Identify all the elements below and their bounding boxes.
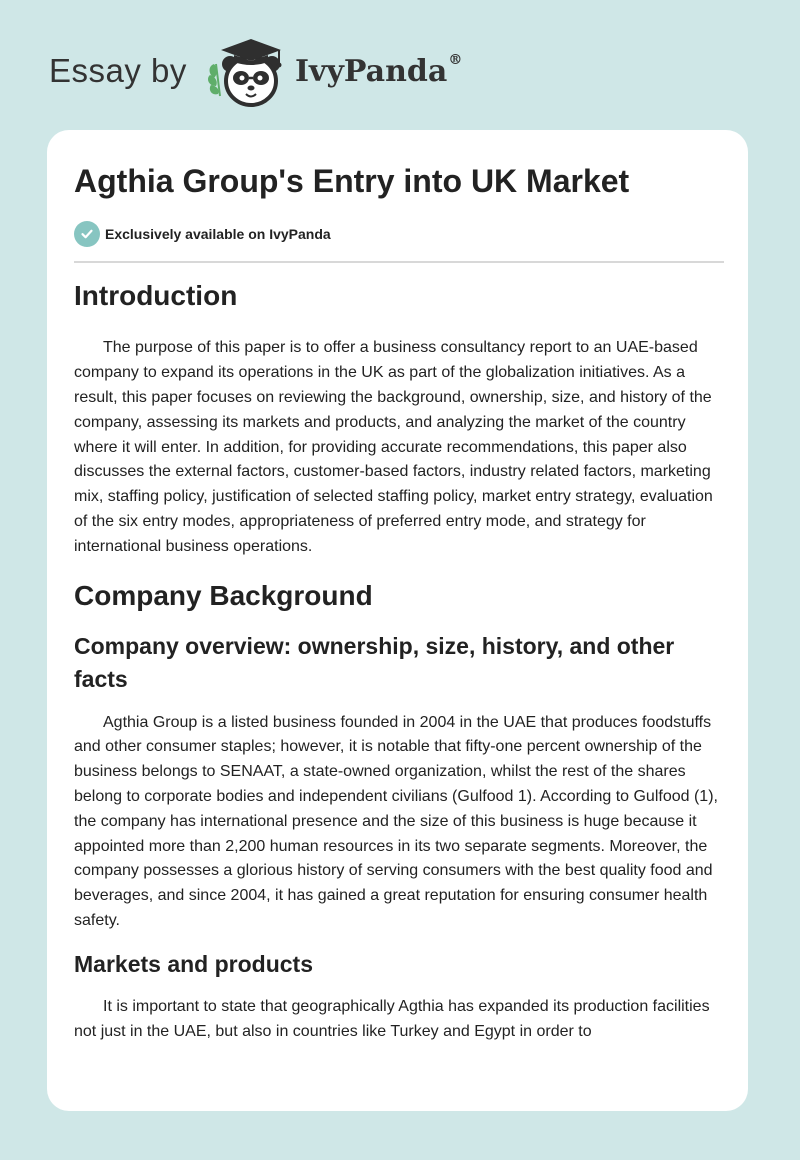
exclusive-label: Exclusively available on IvyPanda: [105, 226, 331, 242]
subsection-heading-markets: Markets and products: [74, 950, 313, 977]
paragraph-markets: It is important to state that geographically Agthia has expanded its production facilities not just in the UAE, but also in countries like Turkey and Egypt in order to: [74, 998, 710, 1040]
section-heading-company-background: Company Background: [74, 579, 373, 611]
section-heading-introduction: Introduction: [74, 280, 238, 311]
registered-mark: ®: [448, 52, 463, 68]
article-title: Agthia Group's Entry into UK Market: [74, 163, 630, 199]
paragraph-overview: Agthia Group is a listed business founded in 2004 in the UAE that produces foodstuffs and other consumer staples; however, it is notable that fifty-one percent ownership of the business belongs to SENAAT, a state-owned organization, whilst the rest of the shares belong to corporate bodies and independent civilians (Gulfood 1). According to Gulfood (1), the company has international presence and the size of this business is huge because it appointed more than 2,200 human resources in its two separate segments. Moreover, the company possesses a glorious history of serving consumers with the best quality food and beverages, and since 2004, it has gained a great reputation for ensuring consumer health safety.: [74, 713, 718, 930]
subsection-heading-overview: Company overview: ownership, size, history, and other facts: [74, 632, 675, 693]
check-icon: [74, 221, 100, 247]
exclusive-badge: [74, 221, 331, 247]
brand-name[interactable]: [295, 54, 462, 89]
panda-graduate-icon[interactable]: [204, 34, 294, 110]
paragraph-introduction: The purpose of this paper is to offer a business consultancy report to an UAE-based company to expand its operations in the UK as part of the globalization initiatives. As a result, this paper focuses on reviewing the background, ownership, size, and history of the company, assessing its markets and products, and analyzing the market of the country where it will enter. In addition, for providing accurate recommendations, this paper also discusses the external factors, customer-based factors, industry related factors, marketing mix, staffing policy, justification of selected staffing policy, market entry strategy, evaluation of the six entry modes, appropriateness of preferred entry mode, and strategy for international business operations.: [74, 339, 713, 555]
divider: [74, 261, 724, 263]
article-content: [74, 278, 724, 1045]
article-card: [47, 130, 748, 1111]
brand-name-text: IvyPanda: [295, 54, 448, 89]
brand-header: [49, 34, 469, 114]
brand-prefix: Essay by: [49, 52, 187, 89]
